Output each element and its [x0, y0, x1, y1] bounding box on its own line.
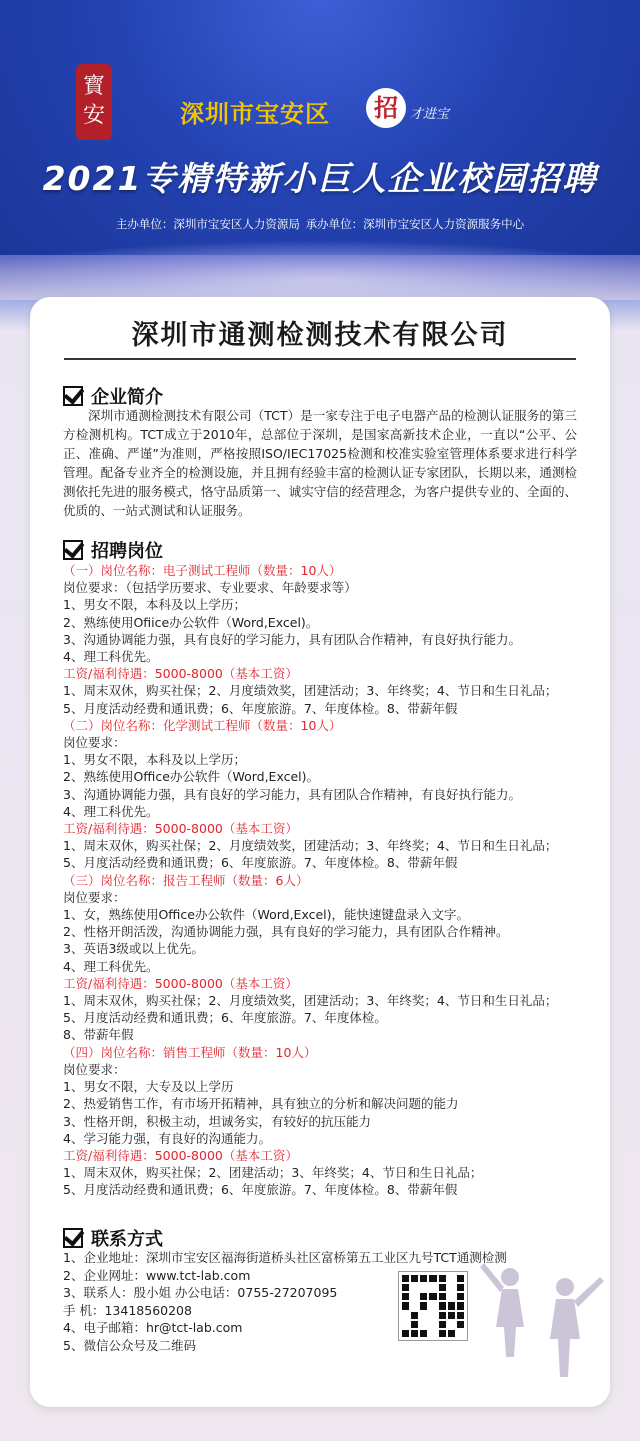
job-detail-line: 3、性格开朗，积极主动，坦诚务实，有较好的抗压能力 — [63, 1113, 371, 1129]
job-detail-line: 岗位要求： — [63, 889, 126, 905]
job-detail-line: 2、性格开朗活泼，沟通协调能力强，具有良好的学习能力，具有团队合作精神。 — [63, 924, 509, 940]
job-detail-line: 4、理工科优先。 — [63, 649, 159, 665]
district-name: 深圳市宝安区 — [180, 100, 330, 128]
job-highlight-line: （一）岗位名称：电子测试工程师（数量：10人） — [63, 563, 342, 578]
job-detail-line: 岗位要求：（包括学历要求、专业要求、年龄要求等） — [63, 580, 357, 596]
job-highlight-line: 工资/福利待遇：5000-8000（基本工资） — [63, 666, 298, 682]
job-detail-line: 3、沟通协调能力强，具有良好的学习能力，具有团队合作精神，有良好执行能力。 — [63, 631, 521, 647]
job-detail-line: 3、沟通协调能力强，具有良好的学习能力，具有团队合作精神，有良好执行能力。 — [63, 786, 521, 802]
job-detail-line: 5、月度活动经费和通讯费；6、年度旅游。7、年度体检。8、带薪年假 — [63, 855, 458, 871]
job-detail-line: 岗位要求： — [63, 735, 126, 751]
contact-list — [63, 1249, 507, 1354]
recruit-badge-icon: 招 — [366, 88, 406, 128]
job-detail-line: 5、月度活动经费和通讯费；6、年度旅游。7、年度体检。8、带薪年假 — [63, 700, 458, 716]
company-card — [30, 297, 610, 1407]
celebrating-people-icon — [470, 1247, 610, 1407]
checkbox-icon — [63, 540, 83, 560]
contact-heading: 联系方式 — [63, 1225, 163, 1251]
job-highlight-line: （二）岗位名称：化学测试工程师（数量：10人） — [63, 717, 342, 733]
slogan: 才进宝 — [410, 107, 450, 122]
job-highlight-line: （三）岗位名称：报告工程师（数量：6人） — [63, 872, 309, 888]
job-highlight-line: （四）岗位名称：销售工程师（数量：10人） — [63, 1044, 317, 1060]
checkbox-icon — [63, 386, 83, 406]
job-detail-line: 1、男女不限，大专及以上学历 — [63, 1079, 234, 1095]
job-detail-line: 2、热爱销售工作，有市场开拓精神，具有独立的分析和解决问题的能力 — [63, 1096, 459, 1112]
contact-line: 1、企业地址：深圳市宝安区福海街道桥头社区富桥第五工业区九号TCT通测检测 — [63, 1250, 507, 1265]
job-detail-line: 8、带薪年假 — [63, 1027, 134, 1043]
page-title: 2021专精特新小巨人企业校园招聘 — [42, 159, 598, 198]
job-detail-line: 5、月度活动经费和通讯费；6、年度旅游。7、年度体检。 — [63, 1010, 387, 1026]
job-highlight-line: 工资/福利待遇：5000-8000（基本工资） — [63, 975, 298, 991]
job-detail-line: 4、理工科优先。 — [63, 958, 159, 974]
jobs-list — [63, 562, 603, 1199]
job-detail-line: 1、周末双休，购买社保；2、月度绩效奖，团建活动；3、年终奖；4、节日和生日礼品； — [63, 838, 558, 854]
job-detail-line: 3、英语3级或以上优先。 — [63, 941, 204, 957]
job-detail-line: 5、月度活动经费和通讯费；6、年度旅游。7、年度体检。8、带薪年假 — [63, 1182, 458, 1198]
intro-heading: 企业简介 — [63, 383, 163, 409]
banner-wave — [0, 255, 640, 300]
job-detail-line: 2、熟练使用Ofiice办公软件（Word,Excel)。 — [63, 614, 319, 630]
job-detail-line: 4、学习能力强，有良好的沟通能力。 — [63, 1130, 271, 1146]
wechat-qr-code — [398, 1271, 468, 1341]
company-name: 深圳市通测检测技术有限公司 — [131, 320, 509, 351]
job-detail-line: 1、周末双休，购买社保；2、月度绩效奖，团建活动；3、年终奖；4、节日和生日礼品； — [63, 683, 558, 699]
intro-text: 深圳市通测检测技术有限公司（TCT）是一家专注于电子电器产品的检测认证服务的第三方检测机构。TCT成立于2010年，总部位于深圳，是国家高新技术企业，一直以“公平、公正、准确、严谨”为准则，严格按照ISO/IEC17025检测和校准实验室管理体系要求进行科学管理。配备专业齐全的检测设施，并且拥有经验丰富的检测认证专家团队，长期以来，通测检测依托先进的服务模式，恪守品质第一、诚实守信的经营理念，为客户提供专业的、全面的、优质的、一站式测试和认证服务。 — [63, 408, 577, 518]
header-banner — [0, 0, 640, 300]
contact-line: 4、电子邮箱：hr@tct-lab.com — [63, 1320, 243, 1335]
job-highlight-line: 工资/福利待遇：5000-8000（基本工资） — [63, 821, 298, 837]
job-detail-line: 岗位要求： — [63, 1061, 126, 1077]
job-detail-line: 1、男女不限，本科及以上学历； — [63, 752, 246, 768]
organizers: 主办单位：深圳市宝安区人力资源局 承办单位：深圳市宝安区人力资源服务中心 — [115, 217, 525, 231]
baoan-seal-logo: 寳 安 — [76, 64, 112, 140]
contact-line: 3、联系人：殷小姐 办公电话：0755-27207095 — [63, 1285, 338, 1300]
job-detail-line: 1、周末双休，购买社保；2、团建活动；3、年终奖；4、节日和生日礼品； — [63, 1165, 483, 1181]
jobs-heading: 招聘岗位 — [63, 537, 163, 563]
job-detail-line: 1、男女不限，本科及以上学历； — [63, 597, 246, 613]
job-detail-line: 4、理工科优先。 — [63, 803, 159, 819]
title-divider — [64, 358, 576, 360]
contact-line: 2、企业网址：www.tct-lab.com — [63, 1267, 251, 1283]
contact-line: 手 机：13418560208 — [63, 1302, 192, 1318]
contact-line: 5、微信公众号及二维码 — [63, 1337, 196, 1353]
job-detail-line: 1、女，熟练使用Office办公软件（Word,Excel)，能快速键盘录入文字。 — [63, 907, 470, 923]
job-detail-line: 1、周末双休，购买社保；2、月度绩效奖，团建活动；3、年终奖；4、节日和生日礼品； — [63, 993, 558, 1009]
checkbox-icon — [63, 1228, 83, 1248]
job-detail-line: 2、熟练使用Office办公软件（Word,Excel)。 — [63, 769, 320, 785]
job-highlight-line: 工资/福利待遇：5000-8000（基本工资） — [63, 1147, 298, 1163]
